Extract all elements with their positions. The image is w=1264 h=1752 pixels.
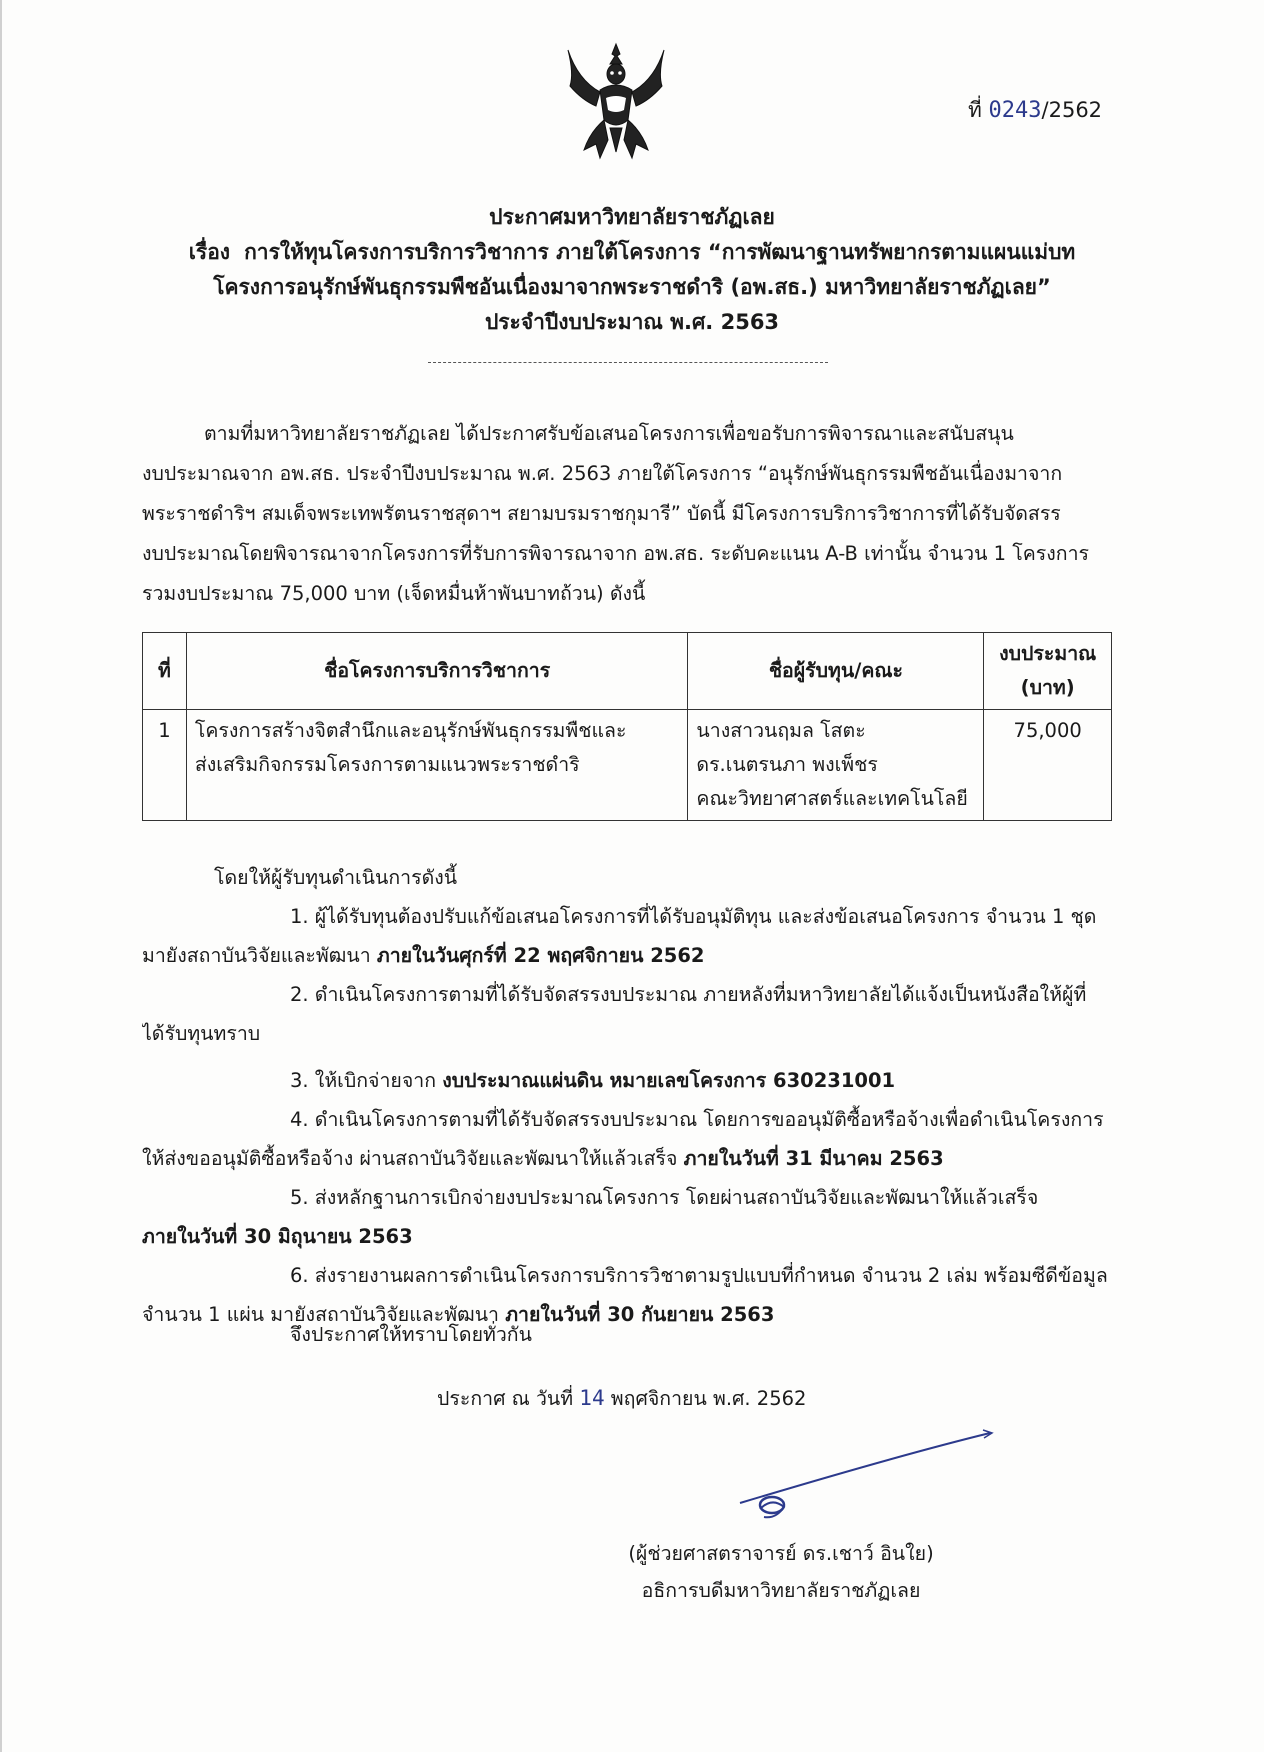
terms-intro: โดยให้ผู้รับทุนดำเนินการดังนี้ <box>214 866 458 889</box>
term-1-line-1: 1. ผู้ได้รับทุนต้องปรับแก้ข้อเสนอโครงการที่ได้รับอนุมัติทุน และส่งข้อเสนอโครงการ จำนวน 1 ชุด <box>290 905 1097 928</box>
terms-section <box>142 858 1112 1334</box>
heading-line-3: โครงการอนุรักษ์พันธุกรรมพืชอันเนื่องมาจากพระราชดำริ (อพ.สธ.) มหาวิทยาลัยราชภัฏเลย” <box>213 275 1051 299</box>
signer-block <box>616 1535 946 1609</box>
header-project: ชื่อโครงการบริการวิชาการ <box>186 633 688 710</box>
document-number-handwritten: 0243 <box>988 98 1042 123</box>
heading-line-1: ประกาศมหาวิทยาลัยราชภัฏเลย <box>489 205 775 229</box>
table-header-row <box>143 633 1112 710</box>
header-budget-line-1: งบประมาณ <box>999 642 1097 665</box>
term-6-deadline: ภายในวันที่ 30 กันยายน 2563 <box>505 1303 775 1326</box>
term-4-line-2 <box>142 1139 1112 1178</box>
date-suffix: พฤศจิกายน พ.ศ. 2562 <box>610 1387 807 1410</box>
heading-line-2 <box>140 235 1124 270</box>
project-line-2: ส่งเสริมกิจกรรมโครงการตามแนวพระราชดำริ <box>194 753 580 776</box>
project-line-1: โครงการสร้างจิตสำนึกและอนุรักษ์พันธุกรรมพืชและ <box>194 719 627 742</box>
intro-line: งบประมาณจาก อพ.สธ. ประจำปีงบประมาณ พ.ศ. 2563 ภายใต้โครงการ “อนุรักษ์พันธุกรรมพืชอันเนื่องมาจาก <box>142 462 1063 485</box>
header-recipient: ชื่อผู้รับทุน/คณะ <box>688 633 984 710</box>
recipient-line-1: นางสาวนฤมล โสตะ <box>696 719 866 742</box>
announcement-date <box>437 1383 806 1414</box>
term-5-line-2 <box>142 1217 1112 1256</box>
header-budget-line-2: (บาท) <box>1020 676 1075 699</box>
document-number-prefix: ที่ <box>968 98 982 122</box>
signer-title: อธิการบดีมหาวิทยาลัยราชภัฏเลย <box>641 1579 921 1602</box>
term-3-line-1 <box>142 1061 1112 1100</box>
allocation-table <box>142 632 1112 821</box>
term-6-line-1: 6. ส่งรายงานผลการดำเนินโครงการบริการวิชาตามรูปแบบที่กำหนด จำนวน 2 เล่ม พร้อมซีดีข้อมูล <box>290 1264 1108 1287</box>
term-3-budget-code: งบประมาณแผ่นดิน หมายเลขโครงการ 630231001 <box>442 1069 896 1092</box>
term-6-line-2 <box>142 1295 1112 1334</box>
date-prefix: ประกาศ ณ วันที่ <box>437 1387 574 1410</box>
signer-name: (ผู้ช่วยศาสตราจารย์ ดร.เชาว์ อินใย) <box>628 1542 934 1565</box>
term-2-line-1: 2. ดำเนินโครงการตามที่ได้รับจัดสรรงบประมาณ ภายหลังที่มหาวิทยาลัยได้แจ้งเป็นหนังสือให้ผู้ที่ <box>290 983 1087 1006</box>
cell-recipient <box>688 710 984 821</box>
term-5-line-1: 5. ส่งหลักฐานการเบิกจ่ายงบประมาณโครงการ โดยผ่านสถาบันวิจัยและพัฒนาให้แล้วเสร็จ <box>290 1186 1039 1209</box>
intro-line: รวมงบประมาณ 75,000 บาท (เจ็ดหมื่นห้าพันบาทถ้วน) ดังนี้ <box>142 582 646 605</box>
term-4-text: ให้ส่งขออนุมัติซื้อหรือจ้าง ผ่านสถาบันวิจัยและพัฒนาให้แล้วเสร็จ <box>142 1147 678 1170</box>
intro-line: งบประมาณโดยพิจารณาจากโครงการที่รับการพิจารณาจาก อพ.สธ. ระดับคะแนน A-B เท่านั้น จำนวน 1 โครงการ <box>142 542 1089 565</box>
table-row <box>143 710 1112 821</box>
term-1-deadline: ภายในวันศุกร์ที่ 22 พฤศจิกายน 2562 <box>376 944 705 967</box>
term-4-deadline: ภายในวันที่ 31 มีนาคม 2563 <box>683 1147 944 1170</box>
header-budget <box>984 633 1112 710</box>
intro-line: ตามที่มหาวิทยาลัยราชภัฏเลย ได้ประกาศรับข้อเสนอโครงการเพื่อขอรับการพิจารณาและสนับสนุน <box>204 422 1014 445</box>
term-1-line-2 <box>142 936 1112 975</box>
cell-no: 1 <box>143 710 187 821</box>
cell-project <box>186 710 688 821</box>
heading-line-4: ประจำปีงบประมาณ พ.ศ. 2563 <box>484 310 780 334</box>
term-3-text: 3. ให้เบิกจ่ายจาก <box>290 1069 437 1092</box>
document-number-suffix: /2562 <box>1041 98 1103 122</box>
garuda-emblem-icon <box>560 40 672 165</box>
intro-line: พระราชดำริฯ สมเด็จพระเทพรัตนราชสุดาฯ สยามบรมราชกุมารี” บัดนี้ มีโครงการบริการวิชาการที่ได้รับจัดสรร <box>142 502 1061 525</box>
recipient-line-2: ดร.เนตรนภา พงเพ็ชร <box>696 753 878 776</box>
scan-edge <box>0 0 2 1752</box>
term-1-text: มายังสถาบันวิจัยและพัฒนา <box>142 944 371 967</box>
header-no: ที่ <box>143 633 187 710</box>
heading-subject-label: เรื่อง <box>188 240 231 264</box>
signature-mark <box>700 1425 1000 1535</box>
term-4-line-1: 4. ดำเนินโครงการตามที่ได้รับจัดสรรงบประมาณ โดยการขออนุมัติซื้อหรือจ้างเพื่อดำเนินโครงการ <box>290 1108 1104 1131</box>
term-2-line-2: ได้รับทุนทราบ <box>142 1022 261 1045</box>
term-5-deadline: ภายในวันที่ 30 มิถุนายน 2563 <box>142 1225 413 1248</box>
document-number <box>968 94 1102 127</box>
announcement-heading <box>140 200 1124 340</box>
cell-budget: 75,000 <box>984 710 1112 821</box>
heading-subject-text: การให้ทุนโครงการบริการวิชาการ ภายใต้โครงการ “การพัฒนาฐานทรัพยากรตามแผนแม่บท <box>244 240 1076 264</box>
term-6-text: จำนวน 1 แผ่น มายังสถาบันวิจัยและพัฒนา <box>142 1303 499 1326</box>
heading-divider <box>428 362 828 363</box>
recipient-line-3: คณะวิทยาศาสตร์และเทคโนโลยี <box>696 787 968 810</box>
closing-statement: จึงประกาศให้ทราบโดยทั่วกัน <box>290 1323 532 1346</box>
date-day-handwritten: 14 <box>579 1386 605 1410</box>
intro-paragraph <box>142 414 1112 614</box>
